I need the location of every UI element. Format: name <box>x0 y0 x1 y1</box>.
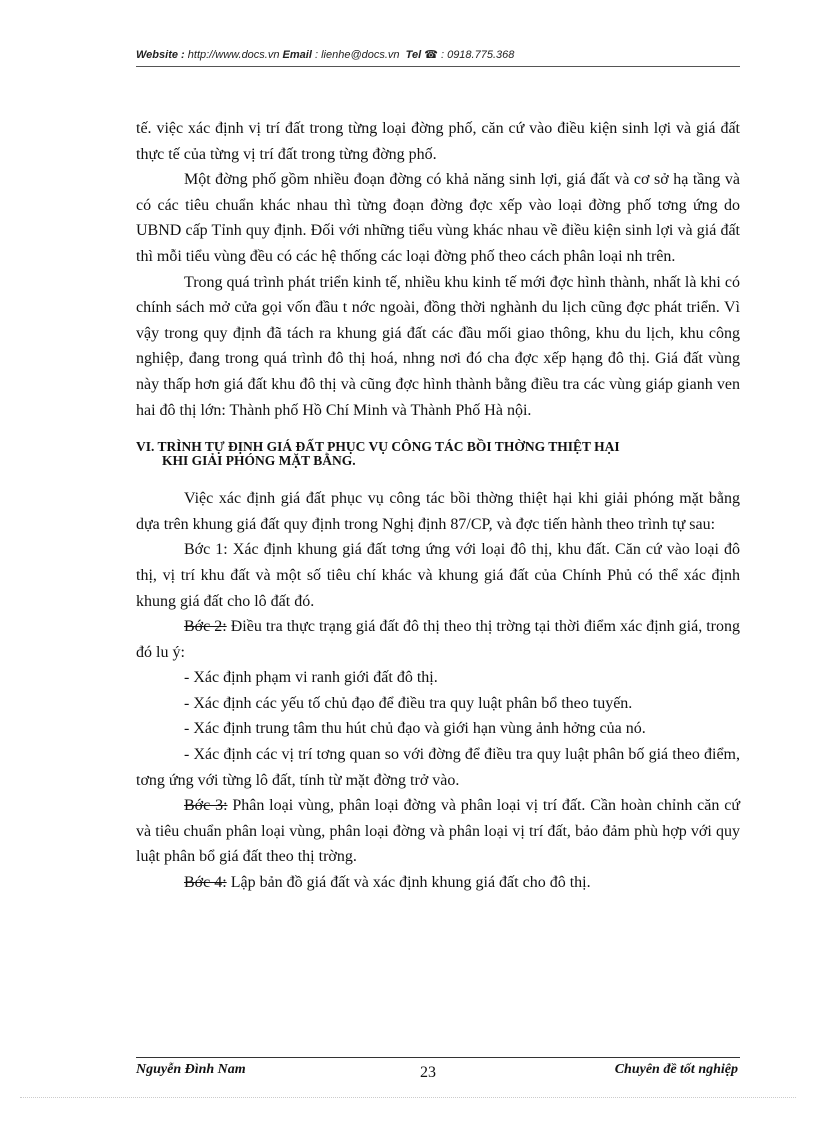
step-3-text: Phân loại vùng, phân loại đờng và phân loại vị trí đất. Cần hoàn chỉnh căn cứ và tiêu chuẩn phân loại vùng, phân loại đờng và phân loại vị trí đất, bảo đảm phù hợp với quy luật phân bổ giá đất theo thị trờng. <box>136 797 740 866</box>
section-heading-line1: VI. TRÌNH TỰ ĐỊNH GIÁ ĐẤT PHỤC VỤ CÔNG TÁC BỒI THỜNG THIỆT HẠI <box>136 439 620 455</box>
step-2-paragraph <box>136 614 740 665</box>
bullet-4: - Xác định các vị trí tơng quan so với đờng để điều tra quy luật phân bố giá theo điểm, tơng ứng với từng lô đất, tính từ mặt đờng trở vào. <box>136 746 740 789</box>
email-value[interactable]: : lienhe@docs.vn <box>314 49 400 61</box>
page-header <box>136 48 740 61</box>
intro-paragraph: Việc xác định giá đất phục vụ công tác bồi thờng thiệt hại khi giải phóng mặt bằng dựa trên khung giá đất quy định trong Nghị định 87/CP, và đợc tiến hành theo trình tự sau: <box>136 490 740 533</box>
bullet-1: - Xác định phạm vi ranh giới đất đô thị. <box>184 669 438 687</box>
website-url[interactable]: http://www.docs.vn <box>187 49 280 61</box>
footer-divider <box>136 1057 740 1058</box>
page-footer <box>136 1062 740 1082</box>
paragraph-1: tế. việc xác định vị trí đất trong từng loại đờng phố, căn cứ vào điều kiện sinh lợi và giá đất thực tế của từng vị trí đất trong từng đờng phố. <box>136 120 740 163</box>
step-4-paragraph <box>136 870 740 896</box>
step-3-label: Bớc 3: <box>184 797 228 815</box>
bullet-2: - Xác định các yếu tố chủ đạo để điều tra quy luật phân bổ theo tuyến. <box>184 694 633 712</box>
footer-doc-title: Chuyên đề tốt nghiệp <box>614 1062 738 1077</box>
step-4-label: Bớc 4: <box>184 874 227 892</box>
paragraph-3: Trong quá trình phát triển kinh tế, nhiều khu kinh tế mới đợc hình thành, nhất là khi có chính sách mở cửa gọi vốn đầu t nớc ngoài, đồng thời nghành du lịch cũng đợc phát triển. Vì vậy trong quy định đã tách ra khung giá đất các đầu mối giao thông, khu du lịch, khu công nghiệp, đang trong quá trình đô thị hoá, nhng nơi đó cha đợc xếp hạng đô thị. Giá đất vùng này thấp hơn giá đất khu đô thị và cũng đợc hình thành bằng điều tra các vùng giáp gianh ven hai đô thị lớn: Thành phố Hồ Chí Minh và Thành Phố Hà nội. <box>136 273 740 419</box>
footer-author: Nguyễn Đình Nam <box>136 1062 246 1077</box>
page-bottom-border <box>20 1097 796 1098</box>
step-2-label: Bớc 2: <box>184 618 227 636</box>
tel-label: Tel <box>405 49 422 61</box>
paragraph-2: Một đờng phố gồm nhiều đoạn đờng có khả năng sinh lợi, giá đất và cơ sở hạ tầng và có các tiêu chuẩn khác nhau thì từng đoạn đờng đợc xếp vào loại đờng phố tơng ứng do UBND cấp Tỉnh quy định. Đối với những tiểu vùng khác nhau về điều kiện sinh lợi và giá đất thì mỗi tiểu vùng đều có các hệ thống các loại đờng phố theo cách phân loại nh trên. <box>136 171 740 265</box>
page-number: 23 <box>420 1064 436 1081</box>
tel-value: ☎ : 0918.775.368 <box>424 49 515 61</box>
document-body <box>136 116 740 896</box>
step-4-text: Lập bản đồ giá đất và xác định khung giá đất cho đô thị. <box>226 874 591 892</box>
step-2-text: Điều tra thực trạng giá đất đô thị theo thị trờng tại thời điểm xác định giá, trong đó lu ý: <box>136 618 741 661</box>
section-heading-line2: KHI GIẢI PHÓNG MẶT BẰNG. <box>162 453 356 469</box>
section-heading <box>136 440 740 468</box>
step-1-paragraph: Bớc 1: Xác định khung giá đất tơng ứng với loại đô thị, khu đất. Căn cứ vào loại đô thị, vị trí khu đất và một số tiêu chí khác và khung giá đất của Chính Phủ có thể xác định khung giá đất cho lô đất đó. <box>136 541 740 610</box>
email-label: Email <box>282 49 312 61</box>
step-3-paragraph <box>136 793 740 870</box>
header-divider <box>136 66 740 67</box>
website-label: Website : <box>136 49 185 61</box>
bullet-3: - Xác định trung tâm thu hút chủ đạo và giới hạn vùng ảnh hởng của nó. <box>184 720 646 738</box>
